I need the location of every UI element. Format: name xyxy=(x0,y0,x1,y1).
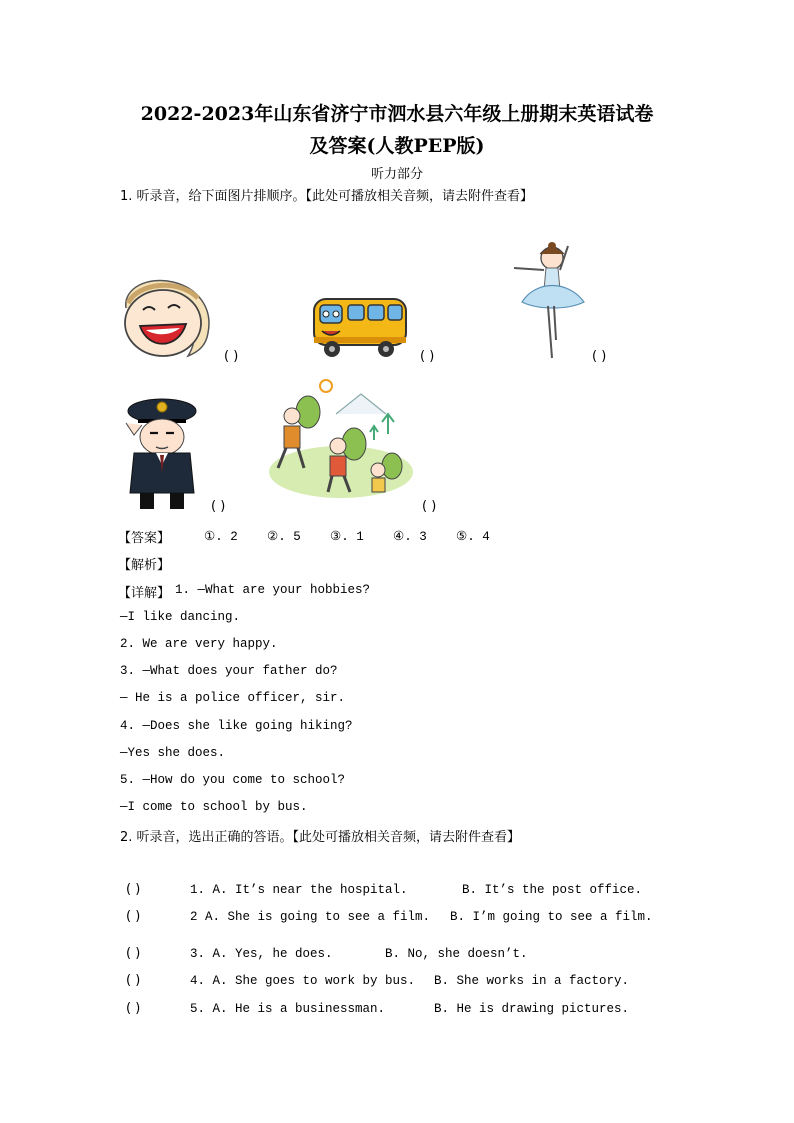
detail-label: 【详解】 xyxy=(118,586,171,601)
q2-answer-paren-2[interactable]: ( ) xyxy=(126,909,141,924)
q1-blank-1[interactable]: ( ) xyxy=(224,349,239,364)
q2-answer-paren-4[interactable]: ( ) xyxy=(126,973,141,988)
answer-item-3: ③. 1 xyxy=(330,530,364,544)
answer-item-4: ④. 3 xyxy=(393,530,427,544)
q2-item-3-option-b: B. No, she doesn’t. xyxy=(385,947,528,961)
detail-line: 3. —What does your father do? xyxy=(120,664,338,678)
answer-item-2: ②. 5 xyxy=(267,530,301,544)
q1-blank-3[interactable]: ( ) xyxy=(592,349,607,364)
police-officer-picture xyxy=(120,393,202,511)
question-1-prompt: 1. 听录音，给下面图片排顺序。【此处可播放相关音频，请去附件查看】 xyxy=(120,189,534,204)
detail-line: 4. —Does she like going hiking? xyxy=(120,719,353,733)
section-heading: 听力部分 xyxy=(370,167,423,182)
answer-item-1: ①. 2 xyxy=(204,530,238,544)
document-title-line2: 及答案(人教PEP版) xyxy=(309,135,485,157)
detail-line: 1. —What are your hobbies? xyxy=(175,583,371,597)
detail-line: 2. We are very happy. xyxy=(120,637,278,651)
detail-line: —I come to school by bus. xyxy=(120,800,308,814)
q2-item-4-option-b: B. She works in a factory. xyxy=(434,974,630,988)
school-bus-picture xyxy=(310,295,410,359)
analysis-label: 【解析】 xyxy=(118,558,171,573)
q2-item-1-option-b: B. It’s the post office. xyxy=(462,883,643,897)
detail-line: —I like dancing. xyxy=(120,610,241,624)
q1-blank-2[interactable]: ( ) xyxy=(420,349,435,364)
q2-answer-paren-3[interactable]: ( ) xyxy=(126,946,141,961)
q2-item-2-option-a: 2 A. She is going to see a film. xyxy=(190,910,431,924)
detail-line: — He is a police officer, sir. xyxy=(120,691,346,705)
question-2-prompt: 2. 听录音，选出正确的答语。【此处可播放相关音频，请去附件查看】 xyxy=(120,830,521,845)
q2-item-5-option-a: 5. A. He is a businessman. xyxy=(190,1002,386,1016)
q2-item-4-option-a: 4. A. She goes to work by bus. xyxy=(190,974,416,988)
q1-blank-5[interactable]: ( ) xyxy=(422,499,437,514)
q2-item-2-option-b: B. I’m going to see a film. xyxy=(450,910,653,924)
q1-blank-4[interactable]: ( ) xyxy=(211,499,226,514)
q2-answer-paren-5[interactable]: ( ) xyxy=(126,1001,141,1016)
q2-item-3-option-a: 3. A. Yes, he does. xyxy=(190,947,333,961)
q2-item-5-option-b: B. He is drawing pictures. xyxy=(434,1002,630,1016)
q2-answer-paren-1[interactable]: ( ) xyxy=(126,882,141,897)
ballet-dancer-picture xyxy=(508,240,590,362)
children-hiking-picture xyxy=(266,374,416,502)
detail-line: —Yes she does. xyxy=(120,746,226,760)
happy-face-picture xyxy=(118,278,218,360)
q2-item-1-option-a: 1. A. It’s near the hospital. xyxy=(190,883,408,897)
detail-line: 5. —How do you come to school? xyxy=(120,773,346,787)
document-title-line1: 2022-2023年山东省济宁市泗水县六年级上册期末英语试卷 xyxy=(140,103,654,125)
answer-item-5: ⑤. 4 xyxy=(456,530,490,544)
answer-label: 【答案】 xyxy=(118,531,171,546)
